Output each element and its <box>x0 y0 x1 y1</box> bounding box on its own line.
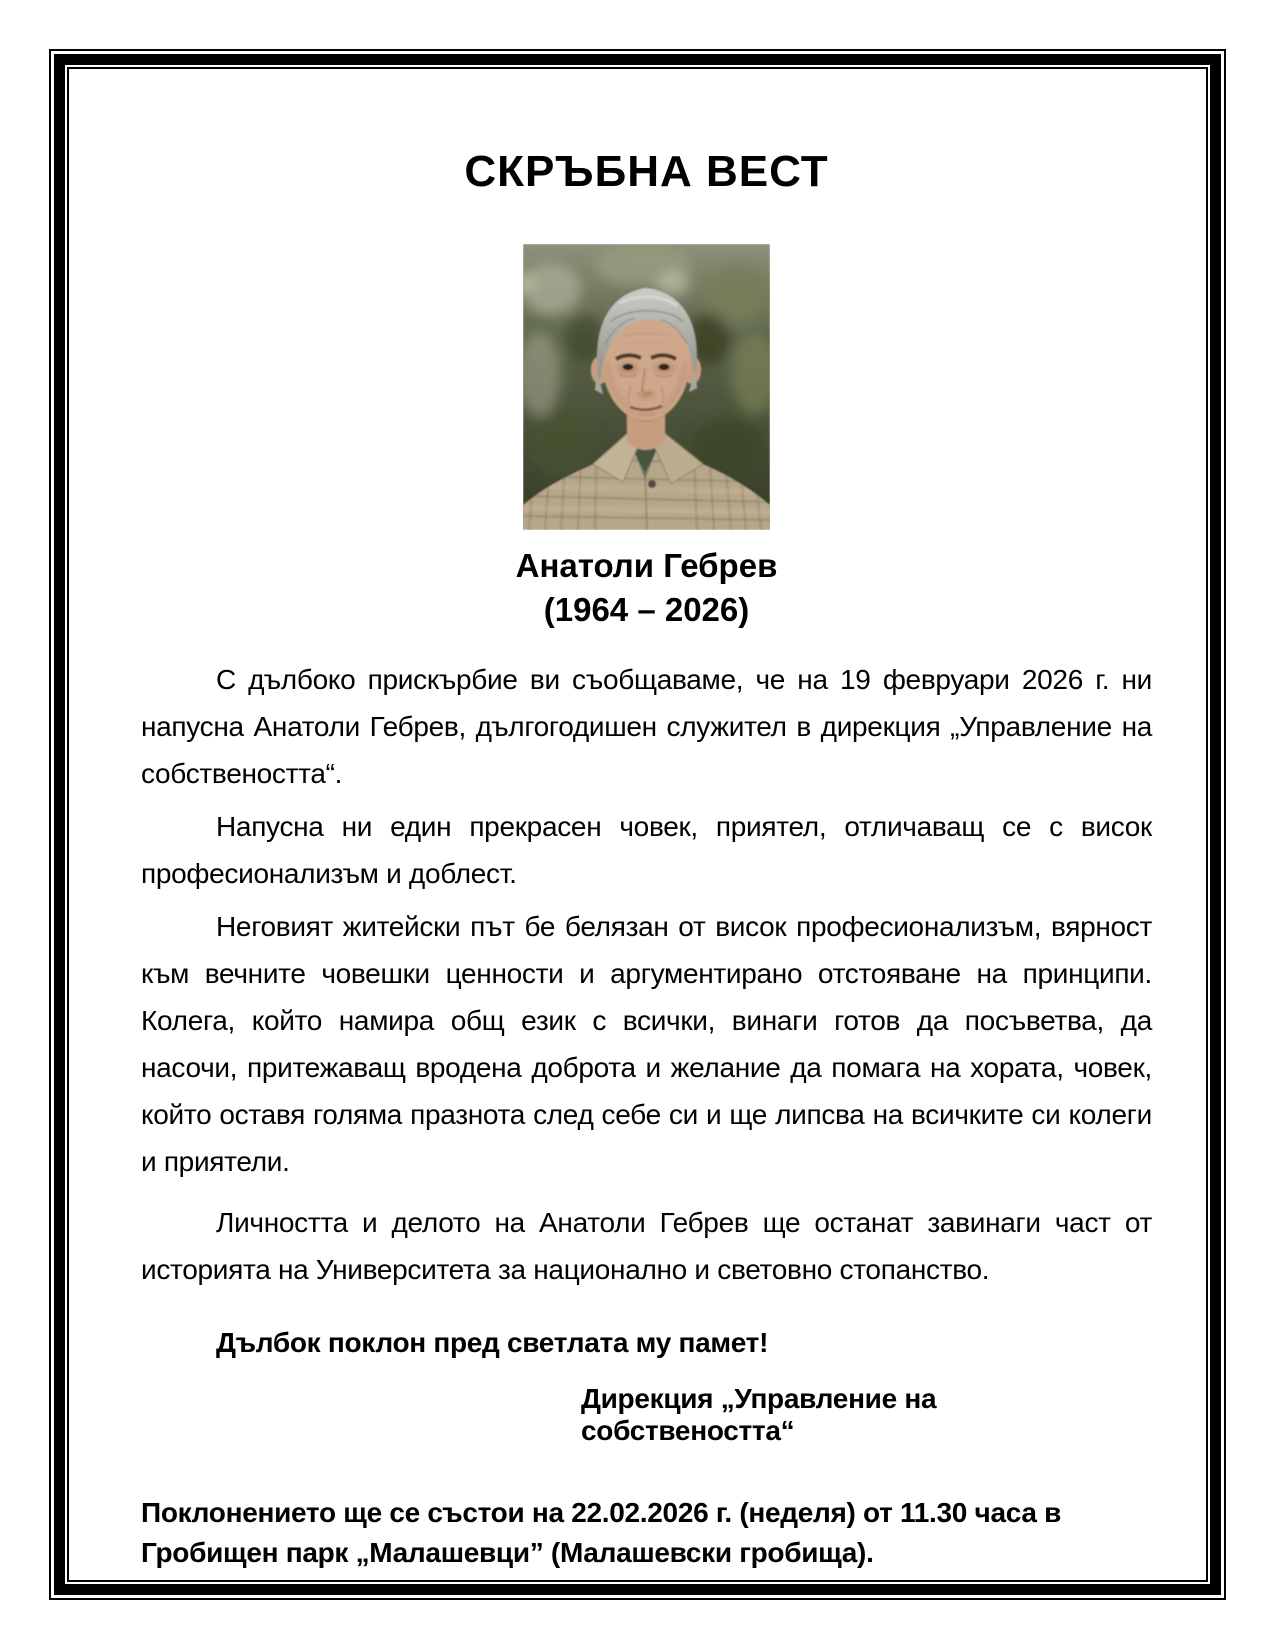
funeral-details: Поклонението ще се състои на 22.02.2026 г. (неделя) от 11.30 часа в Гробищен парк „Малашевци” (Малашевски гробища). <box>141 1497 1062 1568</box>
portrait-photo <box>523 244 770 530</box>
deceased-name: Анатоли Гебрев <box>515 547 778 584</box>
document-content <box>69 69 1206 1573</box>
portrait-photo-illustration <box>523 244 770 530</box>
tribute-line: Дълбок поклон пред светлата му памет! <box>216 1327 769 1358</box>
paragraph-legacy: Личността и делото на Анатоли Гебрев ще останат завинаги част от историята на Университета за национално и световно стопанство. <box>141 1207 1152 1285</box>
deceased-name-block <box>141 544 1152 632</box>
page-border-thick-band <box>54 54 1221 1595</box>
page-border-inner-line <box>67 67 1208 1582</box>
signature-line: Дирекция „Управление на собствеността“ <box>581 1383 937 1446</box>
page-title: СКРЪБНА ВЕСТ <box>464 147 829 196</box>
paragraph-character: Напусна ни един прекрасен човек, приятел, отличаващ се с висок професионализъм и доблест. <box>141 811 1152 889</box>
paragraph-announcement: С дълбоко прискърбие ви съобщаваме, че на 19 февруари 2026 г. ни напусна Анатоли Гебрев, дългогодишен служител в дирекция „Управление на собствеността“. <box>141 664 1152 789</box>
page-border-frame <box>49 49 1226 1600</box>
paragraph-life-path: Неговият житейски път бе белязан от висок професионализъм, вярност към вечните човешки ценности и аргументирано отстояване на принципи. Колега, който намира общ език с всички, винаги готов да посъветва, да насочи, притежаващ вродена доброта и желание да помага на хората, човек, който оставя голяма празнота след себе си и ще липсва на всичките си колеги и приятели. <box>141 911 1152 1177</box>
life-years: (1964 – 2026) <box>543 591 750 628</box>
